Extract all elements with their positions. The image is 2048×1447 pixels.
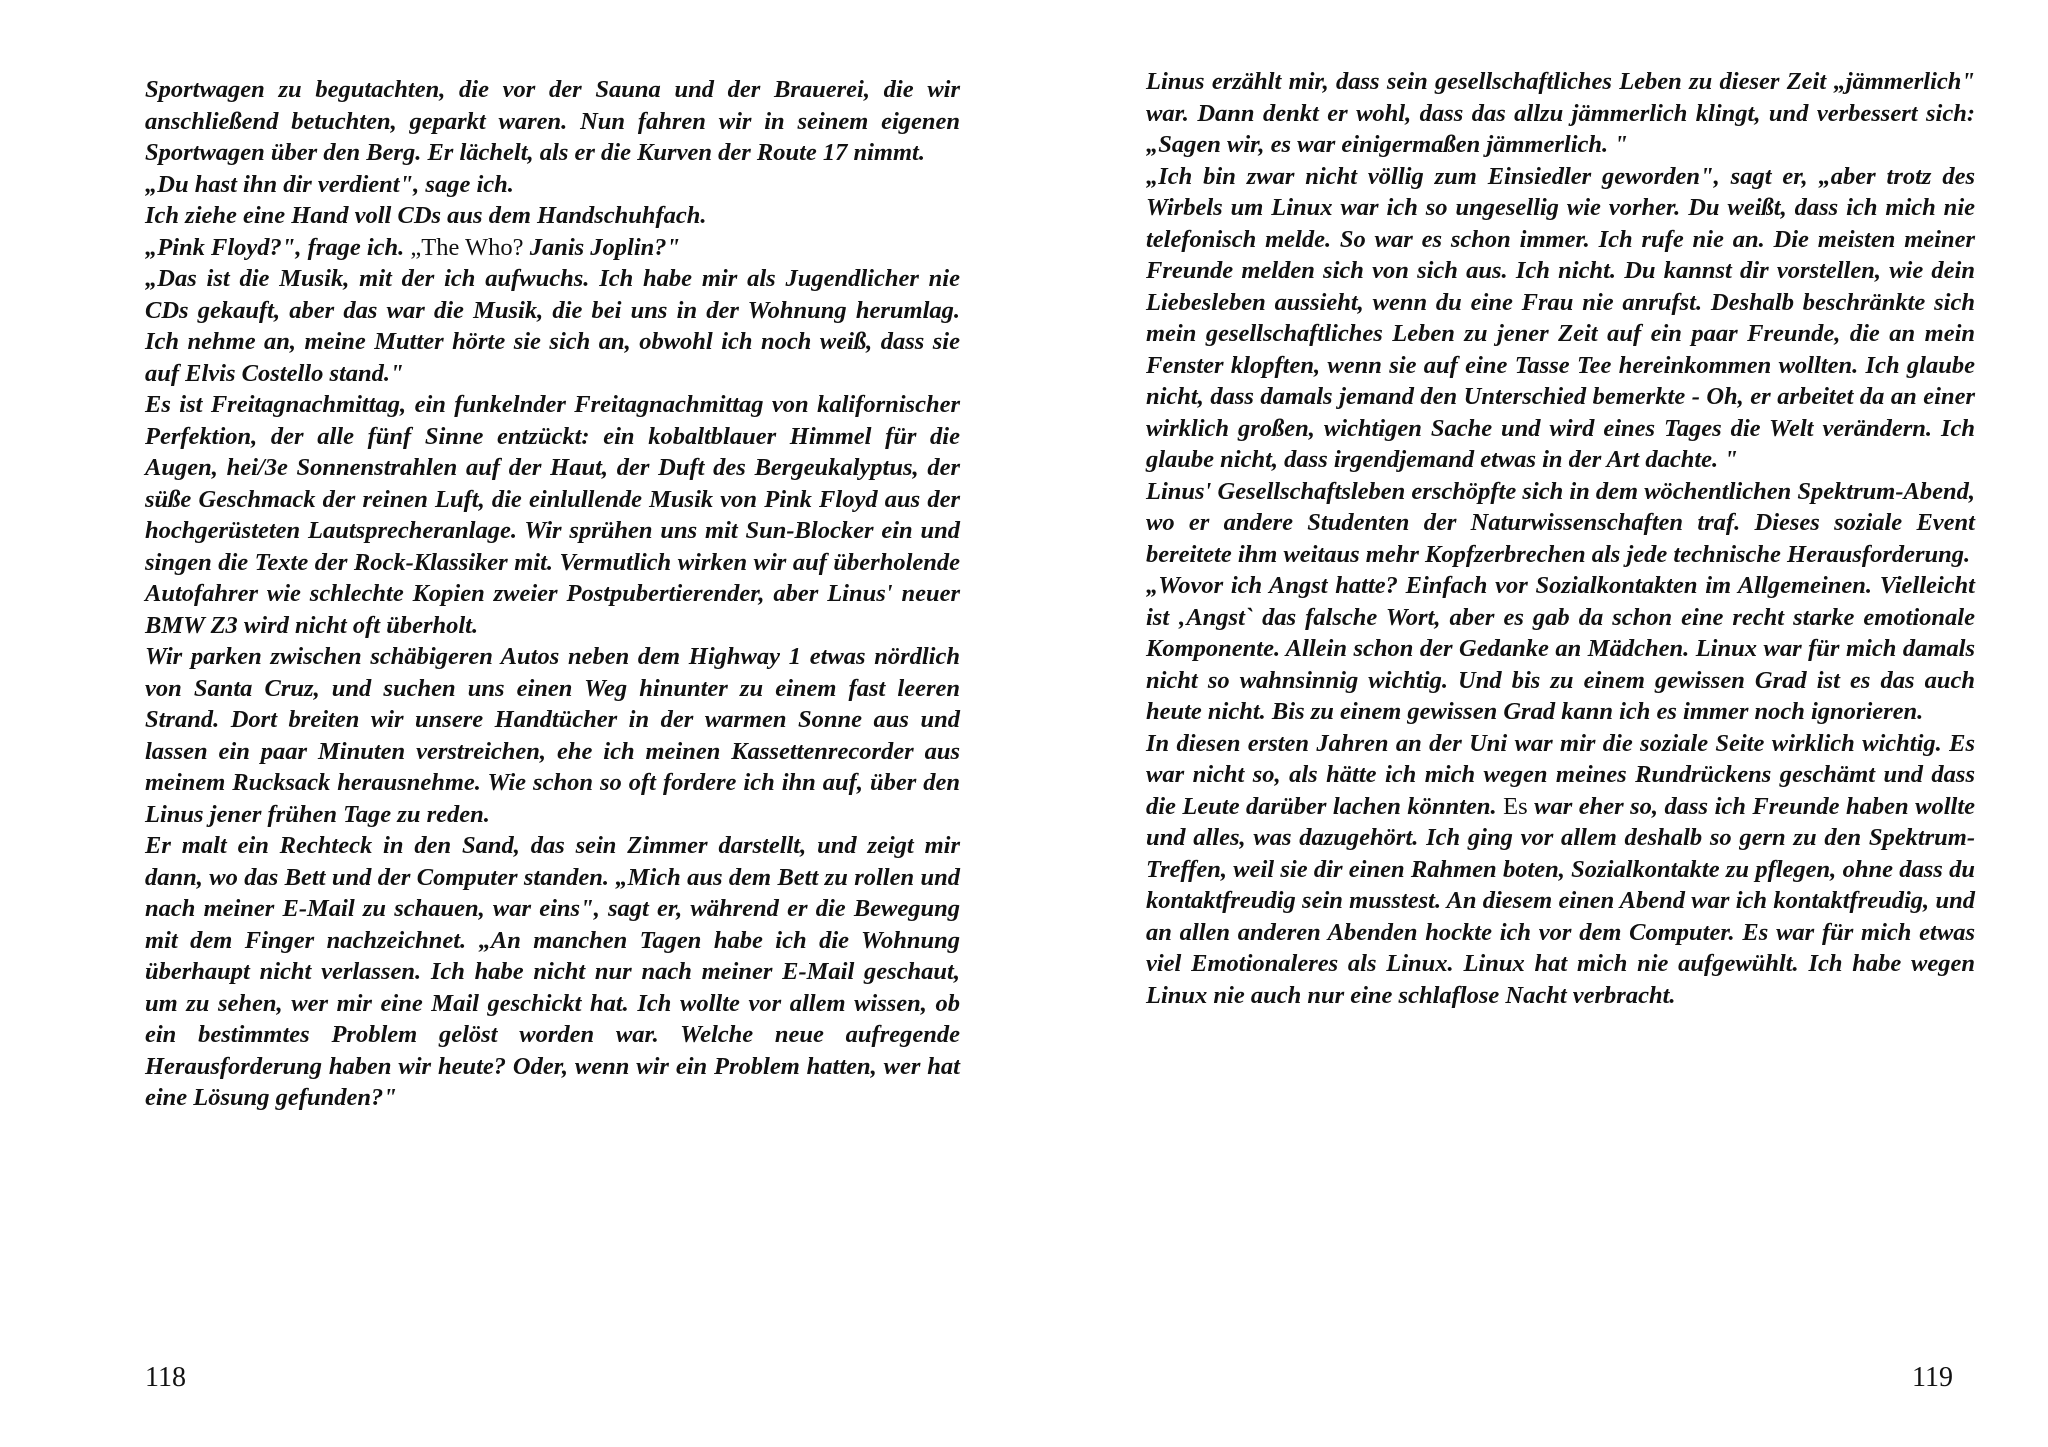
paragraph	[145, 830, 960, 1114]
paragraph	[145, 169, 960, 201]
text-segment: „Du hast ihn dir verdient", sage ich.	[145, 170, 514, 198]
paragraph	[1146, 66, 1975, 161]
text-segment: „Pink Floyd?", frage ich.	[145, 233, 411, 261]
right-page-text	[1146, 66, 1975, 1011]
text-segment: Ich ziehe eine Hand voll CDs aus dem Handschuhfach.	[145, 202, 707, 229]
text-segment: Janis Joplin?"	[523, 233, 681, 261]
text-segment: Linus' Gesellschaftsleben erschöpfte sich in dem wöchentlichen Spektrum-Abend, wo er andere Studenten der Naturwissenschaften traf. Dieses soziale Event bereitete ihm weitaus mehr Kopfzerbrechen als jede technische Herausforderung.	[1146, 477, 1975, 568]
page-number: 119	[1912, 1362, 1953, 1393]
text-segment: „Das ist die Musik, mit der ich aufwuchs. Ich habe mir als Jugendlicher nie CDs gekauft, aber das war die Musik, die bei uns in der Wohnung herumlag. Ich nehme an, meine Mutter hörte sie sich an, obwohl ich noch weiß, dass sie auf Elvis Costello stand."	[145, 265, 960, 387]
right-page	[1024, 0, 2048, 1447]
paragraph	[145, 263, 960, 389]
text-segment: „Ich bin zwar nicht völlig zum Einsiedler geworden", sagt er, „aber trotz des Wirbels um Linux war ich so ungesellig wie vorher. Du weißt, dass ich mich nie telefonisch melde. So war es schon immer. Ich rufe nie an. Die meisten meiner Freunde melden sich von sich aus. Ich nicht. Du kannst dir vorstellen, wie dein Liebesleben aussieht, wenn du eine Frau nie anrufst. Deshalb beschränkte sich mein gesellschaftliches Leben zu jener Zeit auf ein paar Freunde, die an mein Fenster klopften, wenn sie auf eine Tasse Tee hereinkommen wollten. Ich glaube nicht, dass damals jemand den Unterschied bemerkte - Oh, er arbeitet da an einer wirklich großen, wichtigen Sache und wird eines Tages die Welt verändern. Ich glaube nicht, dass irgendjemand etwas in der Art dachte. "	[1146, 162, 1975, 473]
page-number: 118	[145, 1362, 186, 1393]
paragraph	[145, 200, 960, 232]
paragraph	[1146, 161, 1975, 476]
text-segment: Es ist Freitagnachmittag, ein funkelnder Freitagnachmittag von kalifornischer Perfektion, der alle fünf Sinne entzückt: ein kobaltblauer Himmel für die Augen, hei/3e Sonnenstrahlen auf der Haut, der Duft des Bergeukalyptus, der süße Geschmack der reinen Luft, die einlullende Musik von Pink Floyd aus der hochgerüsteten Lautsprecheranlage. Wir sprühen uns mit Sun-Blocker ein und singen die Texte der Rock-Klassiker mit. Vermutlich wirken wir auf überholende Autofahrer wie schlechte Kopien zweier Postpubertierender, aber Linus' neuer BMW Z3 wird nicht oft überholt.	[145, 391, 960, 639]
paragraph	[145, 232, 960, 264]
text-segment: Sportwagen zu begutachten, die vor der Sauna und der Brauerei, die wir anschließend betuchten, geparkt waren. Nun fahren wir in seinem eigenen Sportwagen über den Berg. Er lächelt, als er die Kurven der Route 17 nimmt.	[145, 76, 960, 166]
text-segment-upright: „The Who?	[410, 233, 524, 261]
left-page-text	[145, 74, 960, 1114]
paragraph	[145, 74, 960, 169]
paragraph	[1146, 570, 1975, 728]
text-segment: war eher so, dass ich Freunde haben wollte und alles, was dazugehört. Ich ging vor allem deshalb so gern zu den Spektrum-Treffen, weil sie dir einen Rahmen boten, Sozialkontakte zu pflegen, ohne dass du kontaktfreudig sein musstest. An diesem einen Abend war ich kontaktfreudig, und an allen anderen Abenden hockte ich vor dem Computer. Es war für mich etwas viel Emotionaleres als Linux. Linux hat mich nie aufgewühlt. Ich habe wegen Linux nie auch nur eine schlaflose Nacht verbracht.	[1146, 792, 1975, 1009]
paragraph	[145, 641, 960, 830]
paragraph	[145, 389, 960, 641]
text-segment-upright: Es	[1503, 792, 1528, 820]
text-segment: „Wovor ich Angst hatte? Einfach vor Sozialkontakten im Allgemeinen. Vielleicht ist ‚Angst` das falsche Wort, aber es gab da schon eine recht starke emotionale Komponente. Allein schon der Gedanke an Mädchen. Linux war für mich damals nicht so wahnsinnig wichtig. Und bis zu einem gewissen Grad ist es das auch heute nicht. Bis zu einem gewissen Grad kann ich es immer noch ignorieren.	[1146, 572, 1975, 725]
text-segment: Wir parken zwischen schäbigeren Autos neben dem Highway 1 etwas nördlich von Santa Cruz, und suchen uns einen Weg hinunter zu einem fast leeren Strand. Dort breiten wir unsere Handtücher in der warmen Sonne aus und lassen ein paar Minuten verstreichen, ehe ich meinen Kassettenrecorder aus meinem Rucksack herausnehme. Wie schon so oft fordere ich ihn auf, über den Linus jener frühen Tage zu reden.	[145, 643, 960, 828]
text-segment: In diesen ersten Jahren an der Uni war mir die soziale Seite wirklich wichtig. Es war nicht so, als hätte ich mich wegen meines Rundrückens geschämt und dass die Leute darüber lachen könnten.	[1146, 729, 1975, 820]
paragraph	[1146, 476, 1975, 571]
text-segment: Linus erzählt mir, dass sein gesellschaftliches Leben zu dieser Zeit „jämmerlich" war. Dann denkt er wohl, dass das allzu jämmerlich klingt, und verbessert sich: „Sagen wir, es war einigermaßen jämmerlich. "	[1146, 68, 1975, 158]
paragraph	[1146, 728, 1975, 1012]
text-segment: Er malt ein Rechteck in den Sand, das sein Zimmer darstellt, und zeigt mir dann, wo das Bett und der Computer standen. „Mich aus dem Bett zu rollen und nach meiner E-Mail zu schauen, war eins", sagt er, während er die Bewegung mit dem Finger nachzeichnet. „An manchen Tagen habe ich die Wohnung überhaupt nicht verlassen. Ich habe nicht nur nach meiner E-Mail geschaut, um zu sehen, wer mir eine Mail geschickt hat. Ich wollte vor allem wissen, ob ein bestimmtes Problem gelöst worden war. Welche neue aufregende Herausforderung haben wir heute? Oder, wenn wir ein Problem hatten, wer hat eine Lösung gefunden?"	[145, 832, 960, 1111]
